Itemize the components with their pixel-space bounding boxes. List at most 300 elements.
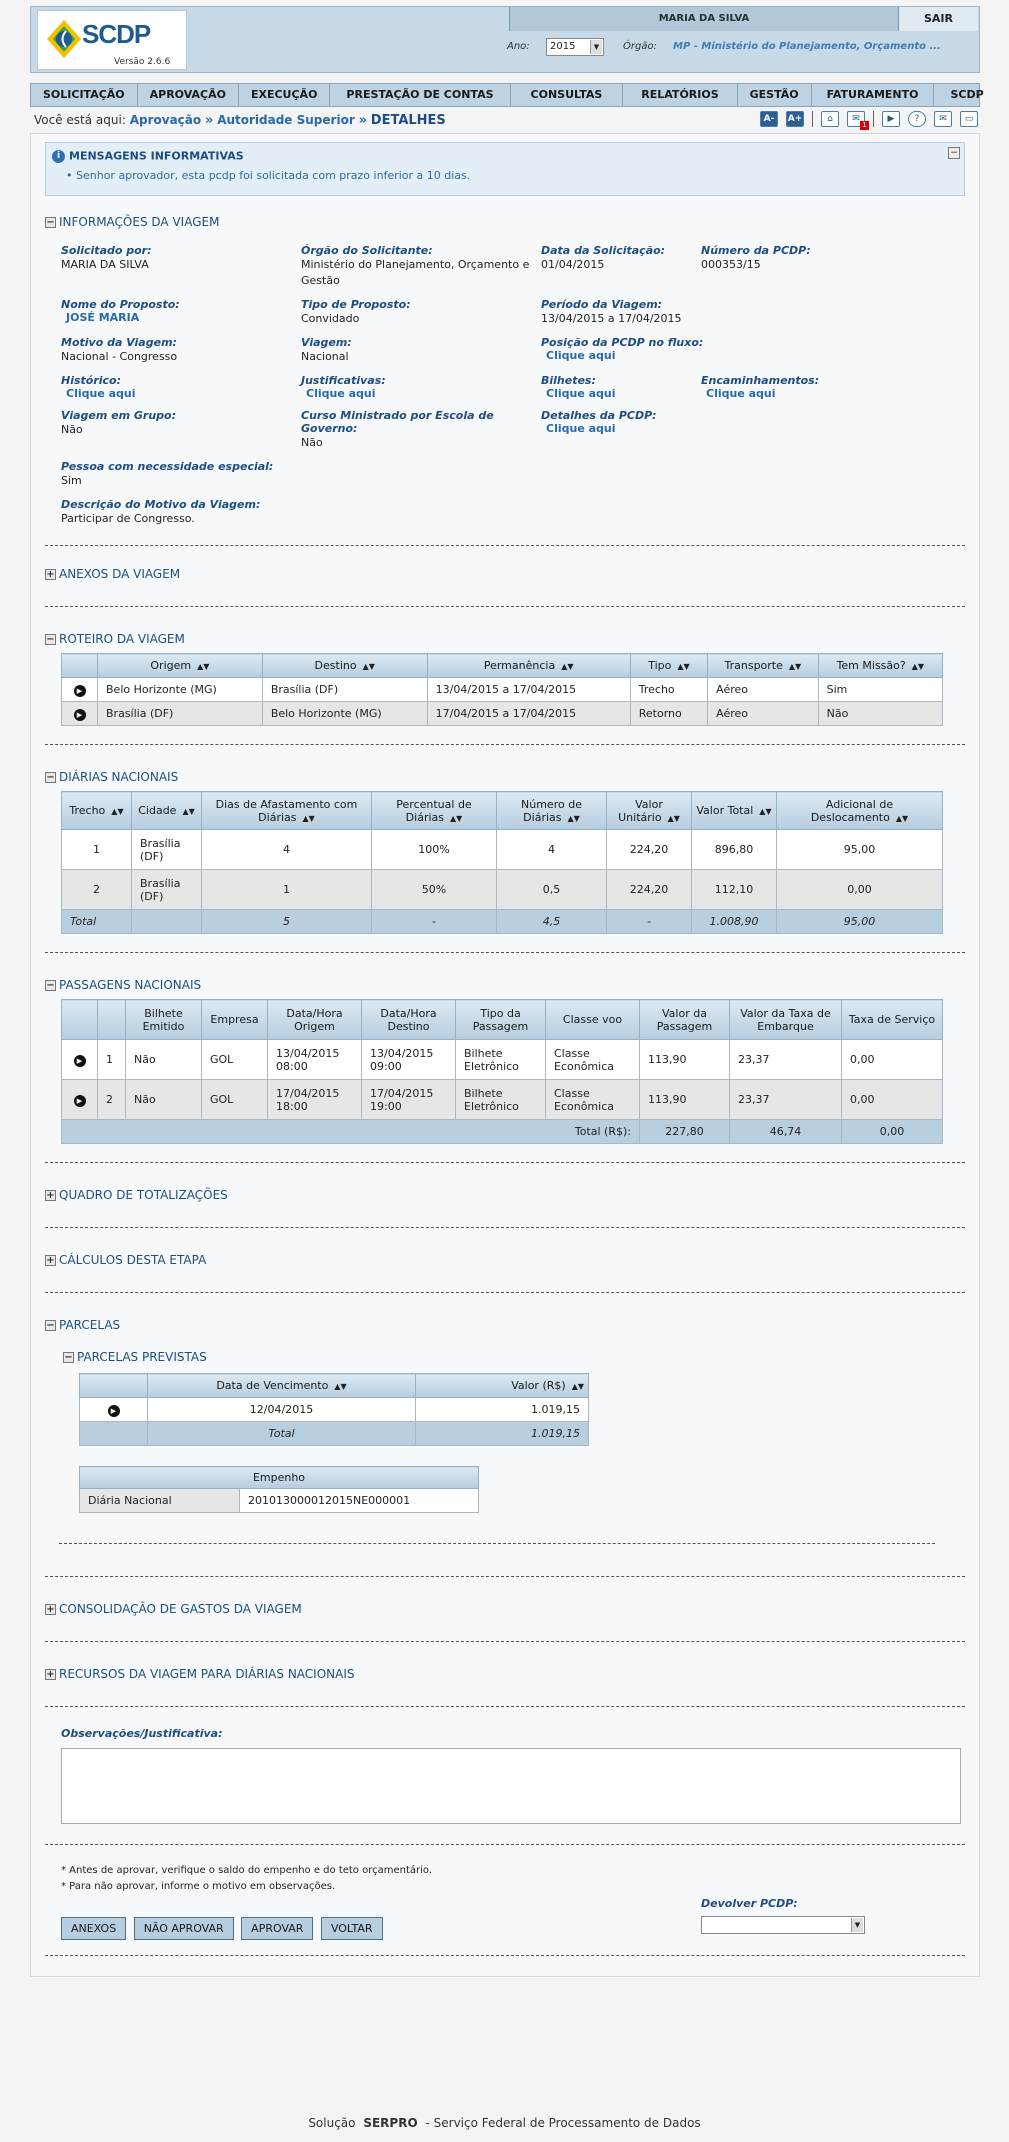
table-cell: 201013000012015NE000001	[240, 1489, 479, 1513]
justificativas-link[interactable]: Clique aqui	[306, 387, 376, 400]
table-cell: 4	[202, 830, 372, 870]
table-cell: 4,5	[497, 910, 607, 934]
table-cell: 13/04/2015 a 17/04/2015	[427, 678, 630, 702]
section-title: INFORMAÇÕES DA VIAGEM	[59, 215, 220, 229]
year-label: Ano:	[507, 41, 530, 52]
voltar-button[interactable]: VOLTAR	[321, 1917, 383, 1940]
button-row	[61, 1917, 387, 1940]
table-cell: 112,10	[692, 870, 777, 910]
section-title: PASSAGENS NACIONAIS	[59, 978, 202, 992]
sort-icon[interactable]: ▲▼	[561, 662, 574, 671]
table-cell: 46,74	[730, 1120, 842, 1144]
section-header[interactable]	[45, 769, 965, 785]
logo-text: SCDP	[82, 19, 151, 49]
table-cell: Trecho	[630, 678, 707, 702]
column-header: Taxa de Serviço	[842, 1000, 943, 1040]
menu-gestao[interactable]: GESTÃO	[738, 84, 812, 106]
field-label: Pessoa com necessidade especial:	[61, 460, 274, 473]
expand-row-icon[interactable]: ▶	[74, 1055, 86, 1067]
logo	[37, 10, 187, 70]
sort-icon[interactable]: ▲▼	[677, 662, 690, 671]
table-cell: 896,80	[692, 830, 777, 870]
section-title: ROTEIRO DA VIAGEM	[59, 632, 185, 646]
collapse-icon[interactable]: −	[46, 979, 55, 991]
table-cell: 0,00	[842, 1080, 943, 1120]
sort-icon[interactable]: ▲▼	[450, 813, 463, 823]
menu-faturamento[interactable]: FATURAMENTO	[812, 84, 935, 106]
divider	[59, 1543, 935, 1544]
divider	[45, 1844, 965, 1845]
font-increase-button[interactable]: A+	[786, 111, 804, 127]
footer	[0, 2116, 1009, 2130]
table-cell: 224,20	[607, 870, 692, 910]
expand-row-icon[interactable]: ▶	[74, 685, 86, 697]
messages-title: MENSAGENS INFORMATIVAS	[69, 149, 244, 163]
sort-icon[interactable]: ▲▼	[895, 813, 909, 823]
menu-execucao[interactable]: EXECUÇÃO	[239, 84, 330, 106]
table-cell: 2	[62, 870, 132, 910]
scdp-logo-icon	[44, 17, 84, 61]
notification-icon[interactable]: ✉ 1	[847, 111, 865, 127]
header-label: Número de Diárias	[521, 797, 582, 824]
table-header-row	[62, 1000, 943, 1040]
divider	[45, 1641, 965, 1642]
sort-icon[interactable]: ▲▼	[667, 813, 680, 823]
subsection-title: PARCELAS PREVISTAS	[77, 1350, 207, 1364]
logout-button[interactable]: SAIR	[898, 7, 978, 31]
column-header[interactable]	[98, 654, 263, 678]
menu-prestacao-contas[interactable]: PRESTAÇÃO DE CONTAS	[330, 84, 510, 106]
expand-icon[interactable]: +	[46, 568, 55, 580]
action-area	[45, 1855, 965, 1951]
toolbar	[760, 111, 978, 127]
column-header[interactable]	[497, 792, 607, 830]
sort-icon[interactable]: ▲▼	[788, 662, 802, 671]
column-header[interactable]	[132, 792, 202, 830]
column-header[interactable]	[692, 792, 777, 830]
sort-icon[interactable]: ▲▼	[911, 662, 925, 671]
field-value: Nacional - Congresso	[61, 350, 178, 363]
table-cell	[62, 678, 98, 702]
table-cell: 113,90	[640, 1080, 730, 1120]
org-link[interactable]: MP - Ministério do Planejamento, Orçamento ...	[673, 41, 941, 52]
toolbar-divider	[873, 111, 874, 127]
header-label: Origem	[150, 659, 192, 672]
minimize-icon[interactable]: −	[948, 147, 960, 159]
field-value: 01/04/2015	[541, 258, 605, 271]
table-cell: Não	[126, 1080, 202, 1120]
message-text: Senhor aprovador, esta pcdp foi solicitada com prazo inferior a 10 dias.	[76, 168, 471, 182]
collapse-icon[interactable]: −	[46, 216, 55, 228]
field-label: Viagem:	[301, 336, 352, 349]
menu-relatorios[interactable]: RELATÓRIOS	[623, 84, 737, 106]
column-header[interactable]	[708, 654, 819, 678]
table-row	[80, 1489, 479, 1513]
field-value: Sim	[61, 474, 82, 487]
table-cell: Não	[818, 702, 942, 726]
user-name: MARIA DA SILVA	[509, 7, 898, 31]
table-cell: 95,00	[777, 910, 943, 934]
table-cell: Belo Horizonte (MG)	[262, 702, 427, 726]
sort-icon[interactable]: ▲▼	[571, 1382, 584, 1391]
column-header: Valor da Taxa de Embarque	[730, 1000, 842, 1040]
header-label: Valor Unitário	[618, 797, 663, 824]
column-header[interactable]	[818, 654, 942, 678]
footer-prefix: Solução	[308, 2116, 356, 2130]
header-label: Tipo	[648, 659, 672, 672]
field-label: Período da Viagem:	[541, 298, 663, 311]
section-title: QUADRO DE TOTALIZAÇÕES	[59, 1188, 228, 1202]
table-row	[80, 1398, 589, 1422]
field	[541, 336, 861, 365]
detalhes-link[interactable]: Clique aqui	[546, 422, 616, 435]
devolver-label: Devolver PCDP:	[701, 1897, 798, 1910]
section-title: CÁLCULOS DESTA ETAPA	[59, 1253, 207, 1267]
notification-badge: 1	[860, 121, 869, 130]
expand-icon[interactable]: +	[46, 1189, 55, 1201]
breadcrumb-bar	[30, 107, 980, 133]
table-cell: 50%	[372, 870, 497, 910]
field	[301, 336, 541, 365]
table-total-row	[62, 1120, 943, 1144]
column-header: Classe voo	[546, 1000, 640, 1040]
section-header[interactable]	[45, 1601, 965, 1617]
table-cell: 1.019,15	[416, 1398, 589, 1422]
table-cell: 17/04/2015 19:00	[362, 1080, 456, 1120]
header-label: Transporte	[724, 659, 783, 672]
column-header: Valor da Passagem	[640, 1000, 730, 1040]
empenho-table	[79, 1466, 479, 1513]
breadcrumb-aprovacao[interactable]: Aprovação	[129, 113, 202, 127]
field-value: Não	[61, 423, 83, 436]
subsection-header[interactable]	[63, 1349, 965, 1365]
column-header[interactable]	[630, 654, 707, 678]
table-cell: Brasília (DF)	[98, 702, 263, 726]
table-cell: 17/04/2015 18:00	[268, 1080, 362, 1120]
section-roteiro	[45, 631, 965, 745]
table-cell	[80, 1422, 148, 1446]
field	[61, 498, 861, 527]
menu-solicitacao[interactable]: SOLICITAÇÃO	[31, 84, 138, 106]
field-label: Órgão do Solicitante:	[301, 244, 433, 257]
table-cell: Sim	[818, 678, 942, 702]
table-cell: 1	[62, 830, 132, 870]
field-label: Data da Solicitação:	[541, 244, 666, 257]
posicao-link[interactable]: Clique aqui	[546, 349, 616, 362]
table-cell: 113,90	[640, 1040, 730, 1080]
chat-icon[interactable]: ▭	[960, 111, 978, 127]
sort-icon[interactable]: ▲▼	[302, 813, 315, 823]
menu-scdp[interactable]: SCDP	[950, 88, 984, 101]
section-diarias	[45, 769, 965, 953]
column-header: Bilhete Emitido	[126, 1000, 202, 1040]
sort-icon[interactable]: ▲▼	[362, 662, 375, 671]
field	[61, 244, 301, 289]
column-header: Empenho	[80, 1467, 479, 1489]
header-label: Percentual de Diárias	[396, 797, 472, 824]
sort-icon[interactable]: ▲▼	[182, 807, 195, 816]
nao-aprovar-button[interactable]: NÃO APROVAR	[134, 1917, 234, 1940]
field-label: Número da PCDP:	[701, 244, 811, 257]
column-header: Data/Hora Destino	[362, 1000, 456, 1040]
expand-icon[interactable]: +	[46, 1603, 55, 1615]
year-select[interactable]	[546, 38, 604, 56]
footer-suffix: - Serviço Federal de Processamento de Dados	[425, 2116, 701, 2130]
devolver-select[interactable]	[701, 1916, 865, 1934]
table-cell: Retorno	[630, 702, 707, 726]
year-value: 2015	[550, 41, 576, 52]
section-info	[45, 214, 965, 546]
user-bar	[509, 7, 978, 31]
table-cell: Classe Econômica	[546, 1040, 640, 1080]
breadcrumb-separator-icon: »	[358, 113, 367, 128]
breadcrumb	[34, 113, 446, 128]
collapse-icon[interactable]: −	[64, 1351, 73, 1363]
table-cell: Diária Nacional	[80, 1489, 240, 1513]
table-cell: 23,37	[730, 1080, 842, 1120]
table-row	[62, 870, 943, 910]
column-header	[80, 1374, 148, 1398]
field-label: Posição da PCDP no fluxo:	[541, 336, 704, 349]
table-cell: GOL	[202, 1040, 268, 1080]
section-quadro	[45, 1187, 965, 1228]
header-label: Cidade	[138, 804, 177, 817]
historico-link[interactable]: Clique aqui	[66, 387, 136, 400]
column-header: Empresa	[202, 1000, 268, 1040]
info-messages	[45, 142, 965, 196]
section-header[interactable]	[45, 977, 965, 993]
section-header[interactable]	[45, 1252, 965, 1268]
help-icon[interactable]: ?	[908, 111, 926, 127]
divider	[45, 606, 965, 607]
column-header[interactable]	[202, 792, 372, 830]
note-line: * Para não aprovar, informe o motivo em observações.	[61, 1881, 336, 1892]
bilhetes-link[interactable]: Clique aqui	[546, 387, 616, 400]
divider	[45, 1706, 965, 1707]
section-header[interactable]	[45, 214, 965, 230]
menu-aprovacao[interactable]: APROVAÇÃO	[138, 84, 239, 106]
table-cell	[80, 1398, 148, 1422]
header	[30, 6, 980, 73]
table-cell: Aéreo	[708, 702, 819, 726]
table-cell: 0,5	[497, 870, 607, 910]
toolbar-divider	[812, 111, 813, 127]
sort-icon[interactable]: ▲▼	[334, 1382, 347, 1391]
expand-icon[interactable]: +	[46, 1668, 55, 1680]
breadcrumb-autoridade[interactable]: Autoridade Superior	[217, 113, 355, 127]
column-header[interactable]	[372, 792, 497, 830]
aprovar-button[interactable]: APROVAR	[241, 1917, 313, 1940]
table-cell: -	[607, 910, 692, 934]
info-icon: i	[52, 150, 65, 163]
table-total-row	[80, 1422, 589, 1446]
sort-icon[interactable]: ▲▼	[759, 807, 772, 816]
field-label: Encaminhamentos:	[701, 374, 820, 387]
table-cell: 13/04/2015 08:00	[268, 1040, 362, 1080]
proposto-link[interactable]: JOSÉ MARIA	[66, 311, 140, 324]
table-row	[62, 1040, 943, 1080]
sort-icon[interactable]: ▲▼	[567, 813, 580, 823]
section-header[interactable]	[45, 1317, 965, 1333]
home-icon[interactable]: ⌂	[821, 111, 839, 127]
field-label: Tipo de Proposto:	[301, 298, 411, 311]
table-cell: Bilhete Eletrônico	[456, 1080, 546, 1120]
org-label: Órgão:	[623, 41, 657, 52]
table-cell: Brasília (DF)	[262, 678, 427, 702]
video-icon[interactable]: ▶	[882, 111, 900, 127]
field-label: Descrição do Motivo da Viagem:	[61, 498, 261, 511]
field-label: Detalhes da PCDP:	[541, 409, 657, 422]
field	[541, 244, 701, 289]
field	[61, 298, 301, 327]
field-label: Viagem em Grupo:	[61, 409, 177, 422]
table-cell: Brasília (DF)	[132, 830, 202, 870]
main-menu	[30, 83, 984, 107]
field	[61, 409, 301, 451]
section-header[interactable]	[45, 631, 965, 647]
encaminhamentos-link[interactable]: Clique aqui	[706, 387, 776, 400]
anexos-button[interactable]: ANEXOS	[61, 1917, 126, 1940]
field-value: Convidado	[301, 312, 360, 325]
section-recursos	[45, 1666, 965, 1707]
field	[701, 244, 861, 289]
section-title: RECURSOS DA VIAGEM PARA DIÁRIAS NACIONAIS	[59, 1667, 355, 1681]
header-label: Trecho	[69, 804, 106, 817]
breadcrumb-separator-icon: »	[204, 113, 214, 128]
table-header-row	[62, 792, 943, 830]
field-label: Motivo da Viagem:	[61, 336, 177, 349]
divider	[45, 1162, 965, 1163]
header-label: Tem Missão?	[836, 659, 906, 672]
footer-brand: SERPRO	[363, 2116, 418, 2130]
field	[301, 374, 541, 400]
column-header[interactable]	[777, 792, 943, 830]
table-cell: Total	[148, 1422, 416, 1446]
expand-row-icon[interactable]: ▶	[74, 1095, 86, 1107]
table-cell: Total	[62, 910, 132, 934]
table-cell: 95,00	[777, 830, 943, 870]
section-header[interactable]	[45, 566, 965, 582]
column-header: Tipo da Passagem	[456, 1000, 546, 1040]
divider	[45, 1292, 965, 1293]
table-cell: 227,80	[640, 1120, 730, 1144]
sort-icon[interactable]: ▲▼	[197, 662, 210, 671]
table-cell: 224,20	[607, 830, 692, 870]
table-cell	[62, 1040, 98, 1080]
field-value: Ministério do Planejamento, Orçamento e Gestão	[301, 258, 530, 287]
table-cell: 23,37	[730, 1040, 842, 1080]
table-cell: 1	[202, 870, 372, 910]
field	[61, 460, 861, 489]
table-cell: 12/04/2015	[148, 1398, 416, 1422]
table-header-row	[80, 1467, 479, 1489]
column-header[interactable]	[262, 654, 427, 678]
breadcrumb-prefix: Você está aqui:	[34, 113, 126, 127]
column-header	[62, 654, 98, 678]
header-label: Destino	[314, 659, 357, 672]
field	[541, 374, 701, 400]
table-cell: 100%	[372, 830, 497, 870]
field-label: Bilhetes:	[541, 374, 596, 387]
field-label: Solicitado por:	[61, 244, 152, 257]
table-cell: 5	[202, 910, 372, 934]
chevron-down-icon: ▼	[590, 40, 602, 54]
column-header	[62, 1000, 98, 1040]
table-cell: 1.008,90	[692, 910, 777, 934]
divider	[45, 1227, 965, 1228]
section-title: DIÁRIAS NACIONAIS	[59, 770, 179, 784]
field	[301, 409, 541, 451]
menu-consultas[interactable]: CONSULTAS	[511, 84, 624, 106]
collapse-icon[interactable]: −	[46, 1319, 55, 1331]
field-value: Nacional	[301, 350, 349, 363]
passagens-table	[61, 999, 943, 1144]
table-cell: 13/04/2015 09:00	[362, 1040, 456, 1080]
expand-icon[interactable]: +	[46, 1254, 55, 1266]
mail-icon[interactable]: ✉	[934, 111, 952, 127]
column-header	[98, 1000, 126, 1040]
collapse-icon[interactable]: −	[46, 633, 55, 645]
table-cell: 0,00	[842, 1040, 943, 1080]
info-grid	[61, 244, 965, 527]
parcelas-table	[79, 1373, 589, 1446]
version-label: Versão 2.6.6	[114, 57, 171, 67]
table-total-row	[62, 910, 943, 934]
sort-icon[interactable]: ▲▼	[111, 807, 124, 816]
message-item: • Senhor aprovador, esta pcdp foi solicitada com prazo inferior a 10 dias.	[66, 168, 471, 182]
table-cell: Aéreo	[708, 678, 819, 702]
table-cell: Não	[126, 1040, 202, 1080]
header-label: Permanência	[483, 659, 556, 672]
note-line: * Antes de aprovar, verifique o saldo do empenho e do teto orçamentário.	[61, 1865, 433, 1876]
observacoes-textarea[interactable]	[61, 1748, 961, 1824]
expand-row-icon[interactable]: ▶	[74, 709, 86, 721]
divider	[45, 1955, 965, 1956]
column-header[interactable]	[607, 792, 692, 830]
field	[541, 409, 861, 451]
roteiro-table	[61, 653, 943, 726]
column-header[interactable]	[416, 1374, 589, 1398]
table-cell: 2	[98, 1080, 126, 1120]
header-label: Dias de Afastamento com Diárias	[215, 797, 358, 824]
field	[61, 336, 301, 365]
field-value: Não	[301, 436, 323, 449]
table-row	[62, 830, 943, 870]
field	[701, 374, 861, 400]
diarias-table	[61, 791, 943, 934]
table-cell: Classe Econômica	[546, 1080, 640, 1120]
column-header[interactable]	[148, 1374, 416, 1398]
column-header[interactable]	[62, 792, 132, 830]
column-header[interactable]	[427, 654, 630, 678]
table-row	[62, 678, 943, 702]
collapse-icon[interactable]: −	[46, 771, 55, 783]
column-header: Data/Hora Origem	[268, 1000, 362, 1040]
table-cell	[62, 702, 98, 726]
font-decrease-button[interactable]: A-	[760, 111, 778, 127]
section-parcelas	[45, 1317, 965, 1577]
field	[301, 298, 541, 327]
section-header[interactable]	[45, 1187, 965, 1203]
section-header[interactable]	[45, 1666, 965, 1682]
observacoes-label: Observações/Justificativa:	[61, 1727, 223, 1740]
chevron-down-icon: ▼	[851, 1918, 863, 1932]
table-cell: 4	[497, 830, 607, 870]
page-wrapper	[30, 6, 984, 1977]
section-title: CONSOLIDAÇÃO DE GASTOS DA VIAGEM	[59, 1602, 302, 1616]
expand-row-icon[interactable]: ▶	[108, 1405, 120, 1417]
section-calculos	[45, 1252, 965, 1293]
